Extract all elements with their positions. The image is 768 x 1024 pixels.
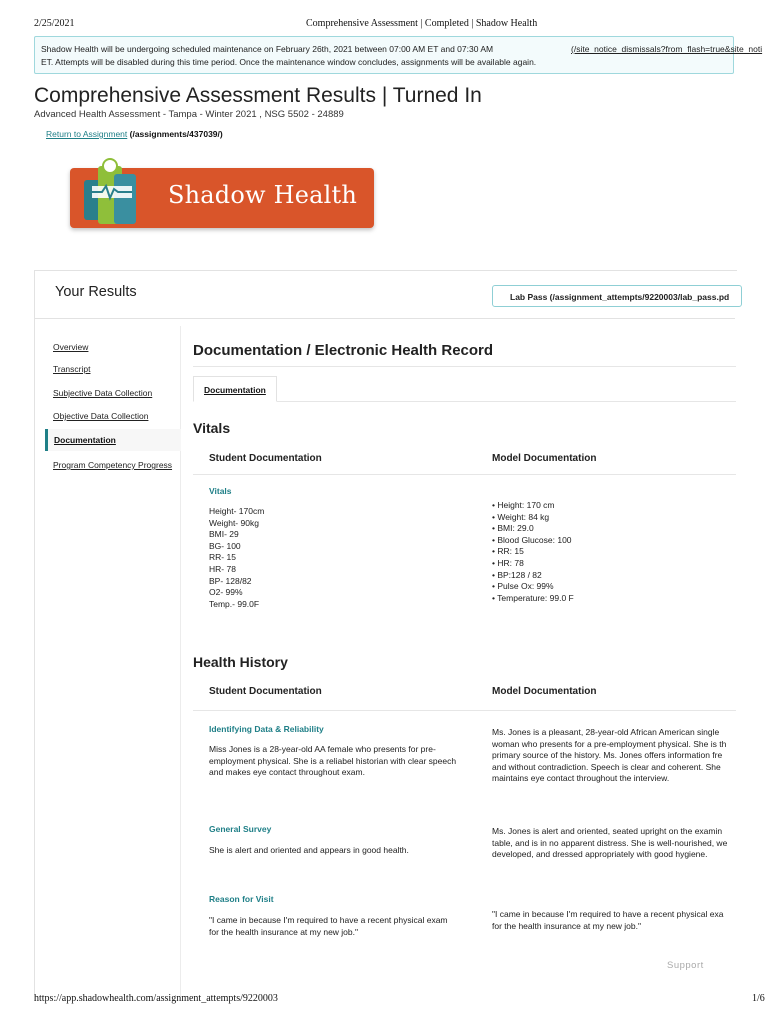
page-title: Comprehensive Assessment Results | Turned In: [34, 84, 482, 107]
print-header: [34, 18, 768, 32]
print-footer-page: 1/6: [752, 993, 765, 1004]
shadow-health-logo-icon: [78, 156, 164, 242]
print-title: Comprehensive Assessment | Completed | Shadow Health: [306, 18, 538, 29]
section-heading: Documentation / Electronic Health Record: [193, 342, 494, 359]
tab-documentation-label: Documentation: [204, 385, 266, 395]
reason-for-visit-label: Reason for Visit: [209, 894, 274, 904]
general-survey-label: General Survey: [209, 824, 272, 834]
general-survey-model-text: Ms. Jones is alert and oriented, seated upright on the examin table, and is in no apparent distress. She is well-nourished, we developed, and dressed appropriately with good hygiene.: [492, 826, 728, 860]
page-subtitle: Advanced Health Assessment - Tampa - Winter 2021 , NSG 5502 - 24889: [34, 109, 344, 120]
sidebar-item-subjective-data[interactable]: Subjective Data Collection: [53, 388, 153, 398]
sidebar-item-transcript[interactable]: Transcript: [53, 364, 91, 374]
return-link-label[interactable]: Return to Assignment: [46, 129, 128, 139]
vitals-student-col-header: Student Documentation: [209, 453, 322, 464]
vitals-model-text: • Height: 170 cm • Weight: 84 kg • BMI: 29.0 • Blood Glucose: 100 • RR: 15 • HR: 78 • BP:128 / 82 • Pulse Ox: 99% • Temperature: 99.0 F: [492, 500, 574, 603]
results-title: Your Results: [55, 284, 137, 300]
general-survey-model-cell: [492, 826, 736, 864]
divider: [193, 474, 736, 475]
general-survey-student-text: She is alert and oriented and appears in good health.: [209, 845, 409, 855]
vitals-model-col-header: Model Documentation: [492, 453, 597, 464]
logo-wordmark: Shadow Health: [168, 181, 358, 209]
results-sidebar: [35, 326, 181, 996]
reason-for-visit-model-cell: [492, 909, 736, 935]
history-model-col-header: Model Documentation: [492, 686, 597, 697]
lab-pass-button[interactable]: [492, 285, 742, 307]
vitals-title: Vitals: [193, 420, 231, 436]
print-footer-url: https://app.shadowhealth.com/assignment_attempts/9220003: [34, 993, 278, 1004]
reason-for-visit-model-text: "I came in because I'm required to have a recent physical exa for the health insurance at my new job.": [492, 909, 724, 931]
sidebar-item-documentation-label: Documentation: [54, 435, 116, 445]
identifying-data-student-text: Miss Jones is a 28-year-old AA female who presents for pre- employment physical. She is a reliabel historian with clear speech and makes eye contact throughout exam.: [209, 744, 457, 778]
sidebar-item-overview[interactable]: Overview: [53, 342, 89, 352]
identifying-data-label: Identifying Data & Reliability: [209, 724, 324, 734]
history-student-col-header: Student Documentation: [209, 686, 322, 697]
notice-dismiss-link[interactable]: (/site_notice_dismissals?from_flash=true&site_noti: [571, 44, 763, 54]
maintenance-notice: [34, 36, 763, 74]
health-history-title: Health History: [193, 654, 288, 670]
identifying-data-model-text: Ms. Jones is a pleasant, 28-year-old African American single woman who presents for a pre-employment physical. She is th primary source of the history. Ms. Jones offers information fre and without contradiction. Speech is clear and coherent. She maintains eye contact throughout the interview.: [492, 727, 727, 784]
tab-documentation[interactable]: [193, 376, 277, 402]
divider: [193, 710, 736, 711]
lab-pass-label: Lab Pass (/assignment_attempts/9220003/lab_pass.pd: [510, 292, 730, 302]
return-to-assignment-link[interactable]: [46, 129, 223, 139]
divider: [193, 366, 736, 367]
notice-line-2: ET. Attempts will be disabled during this time period. Once the maintenance window concludes, assignments will be available again.: [41, 57, 537, 67]
return-link-path: (/assignments/437039/): [129, 129, 223, 139]
identifying-data-model-cell: [492, 727, 736, 789]
sidebar-item-competency-progress[interactable]: Program Competency Progress: [53, 460, 173, 470]
sidebar-item-objective-data[interactable]: Objective Data Collection: [53, 411, 149, 421]
reason-for-visit-student-text: "I came in because I'm required to have a recent physical exam for the health insurance at my new job.": [209, 915, 448, 937]
vitals-student-text: Height- 170cm Weight- 90kg BMI- 29 BG- 100 RR- 15 HR- 78 BP- 128/82 O2- 99% Temp.- 99.0F: [209, 506, 265, 609]
print-date: 2/25/2021: [34, 18, 75, 29]
vitals-model-cell: [492, 500, 736, 610]
support-button[interactable]: Support: [667, 960, 704, 971]
vitals-sub-label: Vitals: [209, 486, 232, 496]
notice-line-1: Shadow Health will be undergoing scheduled maintenance on February 26th, 2021 between 07:00 AM ET and 07:30 AM: [41, 44, 494, 54]
sidebar-item-documentation[interactable]: [45, 429, 181, 451]
